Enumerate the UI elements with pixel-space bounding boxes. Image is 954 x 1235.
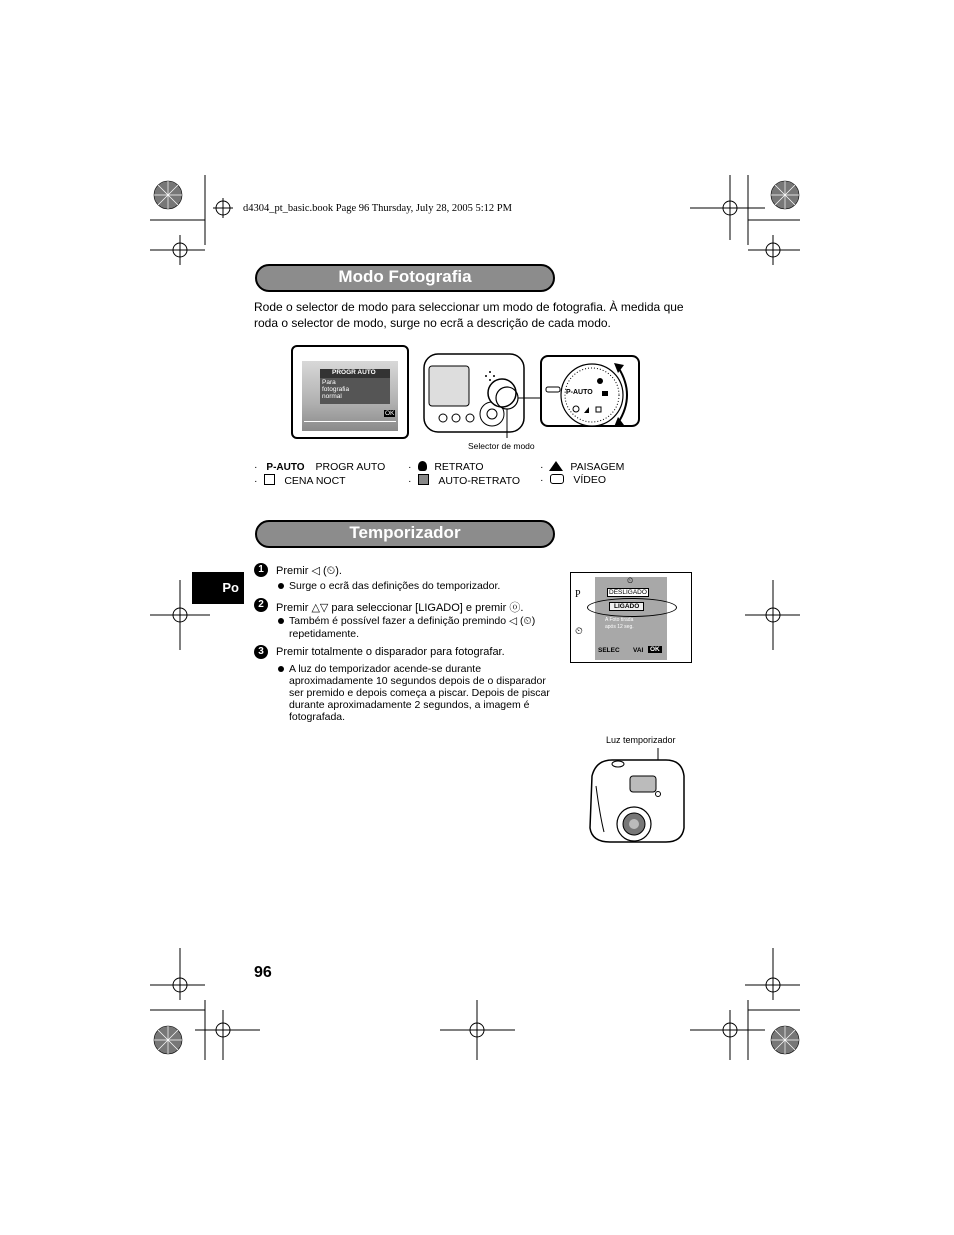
camera-front-illustration	[582, 746, 692, 846]
timer-icon: ⏲	[575, 626, 583, 637]
mode-item-video: · VÍDEO	[540, 474, 607, 486]
ok-label: OK	[650, 646, 660, 653]
lcd-desc-3: normal	[322, 393, 342, 400]
step-3-text: Premir totalmente o disparador para fotografar.	[276, 646, 505, 658]
select-label: SELEC	[598, 647, 620, 654]
mode-label: PAISAGEM	[570, 461, 625, 473]
step-3-note-2: aproximadamente 10 segundos depois de o disparador	[289, 675, 546, 687]
mode-item-paisagem: · PAISAGEM	[540, 461, 625, 473]
mode-item-cena-noct: · CENA NOCT	[254, 475, 346, 487]
movie-icon	[550, 474, 564, 484]
go-label: VAI	[633, 647, 644, 654]
mode-label: PROGR AUTO	[315, 461, 386, 473]
portrait-icon	[418, 461, 427, 471]
page-number: 96	[254, 964, 272, 981]
lamp-caption: Luz temporizador	[606, 735, 676, 745]
intro-line-2: roda o selector de modo, surge no ecrã a descrição de cada modo.	[254, 316, 611, 330]
section-banner-temporizador	[255, 520, 555, 548]
step-3-note-5: fotografada.	[289, 711, 346, 723]
lcd-status-bar	[304, 421, 396, 430]
section-title: Modo Fotografia	[338, 267, 472, 286]
step-2-text: Premir △▽ para seleccionar [LIGADO] e premir ⓞ.	[276, 602, 524, 614]
dial-p-auto-label: P-AUTO	[566, 389, 593, 396]
landscape-icon	[549, 461, 563, 471]
p-auto-icon: P-AUTO	[266, 462, 305, 473]
mode-item-progr-auto: · P-AUTO PROGR AUTO	[254, 461, 386, 473]
night-scene-icon	[264, 474, 275, 485]
option-off: DESLIGADO	[609, 589, 647, 596]
step-2-note-1: Também é possível fazer a definição premindo ◁ (⏲)	[289, 615, 536, 627]
step-2-note-2: repetidamente.	[289, 628, 360, 640]
print-header: d4304_pt_basic.book Page 96 Thursday, July 28, 2005 5:12 PM	[243, 203, 512, 214]
selector-pointer	[490, 380, 540, 440]
bullet	[278, 618, 284, 624]
lcd-ok-label: OK	[385, 410, 395, 417]
timer-lcd-illustration	[570, 572, 692, 663]
mode-label: VÍDEO	[573, 474, 607, 486]
lcd-mode-label: PROGR AUTO	[332, 369, 376, 376]
lcd-screen	[302, 361, 398, 431]
intro-line-1: Rode o selector de modo para seleccionar um modo de fotografia. À medida que	[254, 300, 684, 314]
step-number-3: 3	[254, 645, 268, 659]
bullet	[278, 666, 284, 672]
timer-top-icon: ⏲	[627, 576, 634, 585]
lcd-desc-1: Para	[322, 379, 336, 386]
section-banner-modo-fotografia	[255, 264, 555, 292]
lcd-illustration	[291, 345, 409, 439]
language-tab-label: Po	[222, 580, 239, 595]
step-number-2: 2	[254, 598, 268, 612]
mode-label: AUTO-RETRATO	[438, 475, 521, 487]
step-1-note: Surge o ecrã das definições do temporizador.	[289, 580, 501, 592]
bullet	[278, 583, 284, 589]
section-title: Temporizador	[349, 523, 461, 542]
step-3-note-3: ser premido e depois começa a piscar. Depois de piscar	[289, 687, 550, 699]
step-3-note-4: durante aproximadamente 2 segundos, a imagem é	[289, 699, 530, 711]
step-number-1: 1	[254, 563, 268, 577]
mode-label: CENA NOCT	[284, 475, 346, 487]
selector-caption: Selector de modo	[468, 441, 535, 451]
mode-item-auto-retrato: · AUTO-RETRATO	[408, 475, 521, 487]
option-on: LIGADO	[609, 602, 644, 611]
step-1-text: Premir ◁ (⏲).	[276, 565, 342, 577]
mode-label: RETRATO	[434, 461, 484, 473]
language-tab	[192, 572, 244, 604]
step-3-note-1: A luz do temporizador acende-se durante	[289, 663, 482, 675]
hint-1: A Foto tirada	[605, 617, 634, 623]
lcd-desc-2: fotografia	[322, 386, 350, 393]
p-mode-glyph: P	[575, 589, 581, 600]
hint-2: após 12 seg.	[605, 624, 634, 630]
self-portrait-icon	[418, 474, 429, 485]
mode-item-retrato: · RETRATO	[408, 461, 484, 473]
